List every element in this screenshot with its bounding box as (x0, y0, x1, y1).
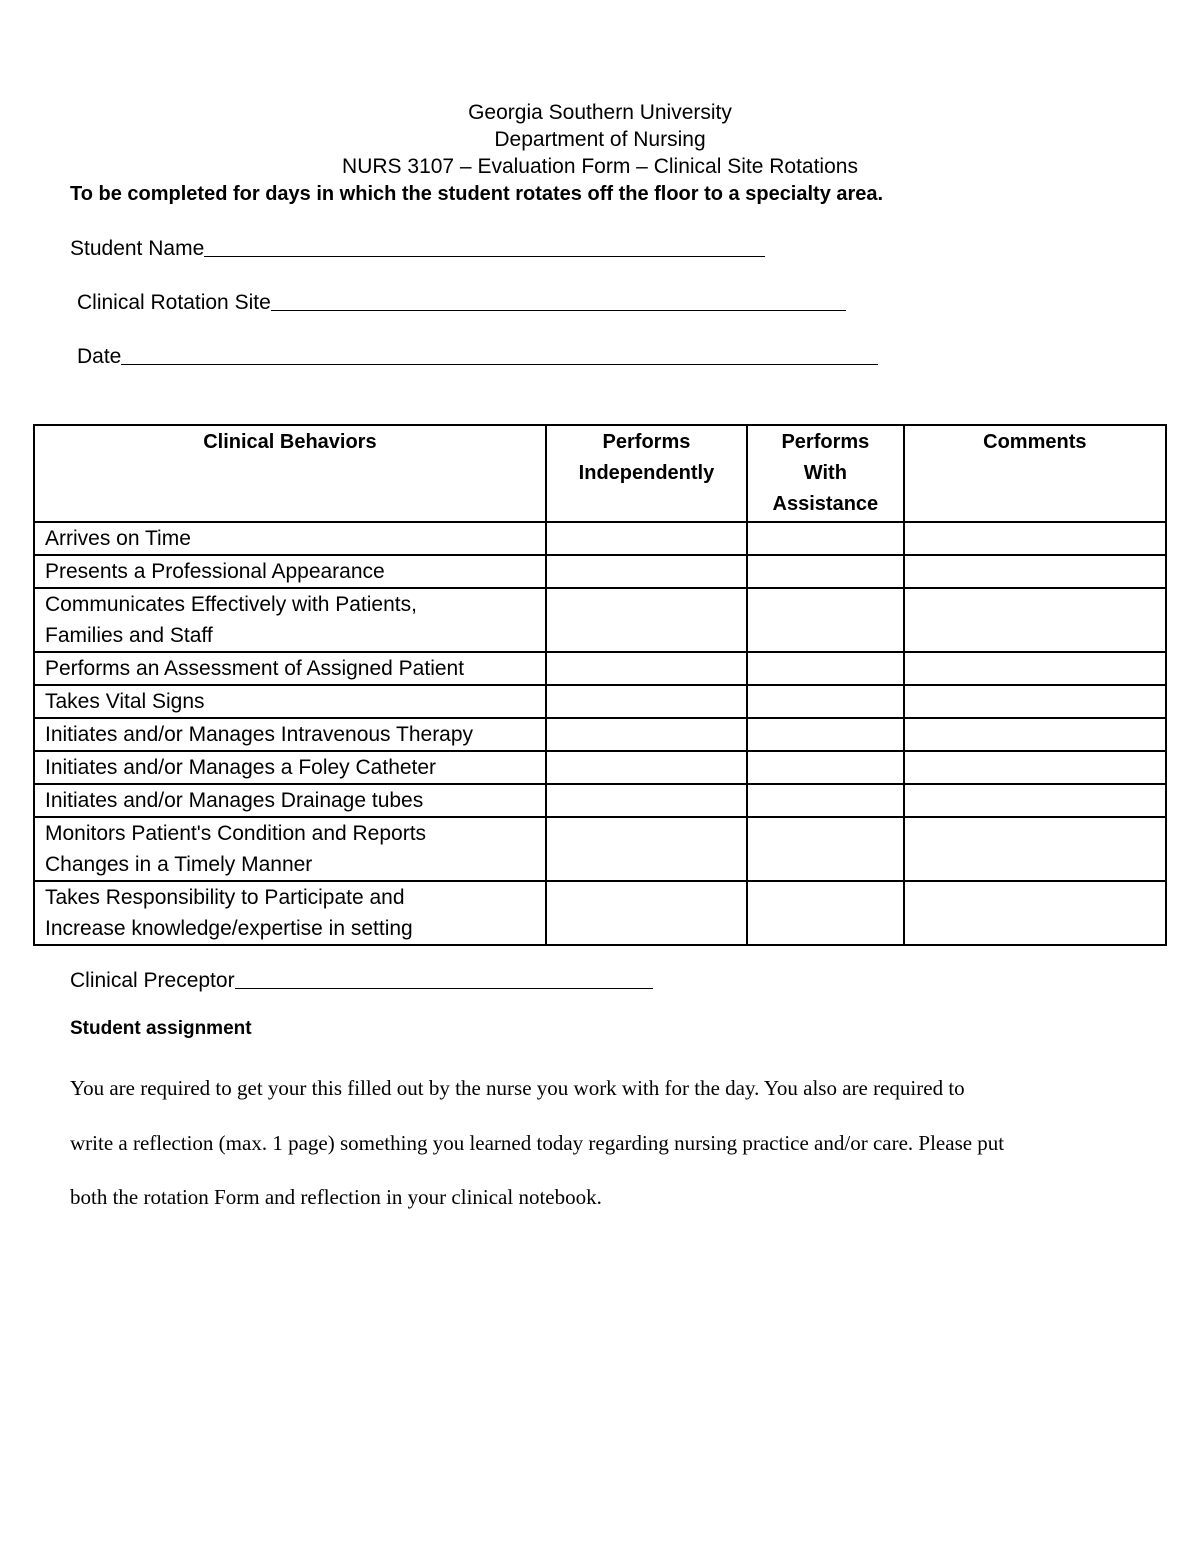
behavior-text: Takes Responsibility to Participate and (45, 886, 405, 909)
instruction-text: To be completed for days in which the student rotates off the floor to a specialty area. (70, 183, 884, 205)
assistance-cell[interactable] (747, 881, 903, 945)
header-performs-with-assistance (747, 425, 903, 522)
assistance-cell[interactable] (747, 817, 903, 881)
behavior-cell (34, 718, 546, 751)
assistance-cell[interactable] (747, 555, 903, 588)
form-header (0, 99, 1200, 180)
comments-cell[interactable] (904, 751, 1166, 784)
header-comments-label: Comments (983, 431, 1087, 453)
header-independently-line-2: Independently (578, 462, 715, 484)
table-row (34, 784, 1166, 817)
header-assistance-line-3: Assistance (772, 493, 879, 515)
table-row (34, 685, 1166, 718)
comments-cell[interactable] (904, 588, 1166, 652)
comments-cell[interactable] (904, 817, 1166, 881)
behavior-cell (34, 817, 546, 881)
student-name-line[interactable] (204, 236, 765, 257)
behavior-text: Initiates and/or Manages Intravenous Therapy (45, 723, 474, 746)
behavior-cell (34, 784, 546, 817)
clinical-rotation-site-label: Clinical Rotation Site (77, 291, 271, 314)
date-field[interactable] (77, 343, 878, 370)
assistance-cell[interactable] (747, 685, 903, 718)
assistance-cell[interactable] (747, 652, 903, 685)
header-clinical-behaviors-label: Clinical Behaviors (203, 431, 377, 453)
independently-cell[interactable] (546, 881, 747, 945)
comments-cell[interactable] (904, 685, 1166, 718)
student-assignment-title: Student assignment (70, 1018, 252, 1039)
university-name: Georgia Southern University (468, 101, 732, 124)
behavior-cell (34, 555, 546, 588)
behavior-text: Communicates Effectively with Patients, (45, 593, 417, 616)
independently-cell[interactable] (546, 652, 747, 685)
comments-cell[interactable] (904, 784, 1166, 817)
header-independently-line-1: Performs (602, 431, 691, 453)
student-name-label: Student Name (70, 237, 205, 260)
date-line[interactable] (121, 344, 878, 365)
behavior-text-continued: Families and Staff (45, 624, 213, 647)
comments-cell[interactable] (904, 718, 1166, 751)
independently-cell[interactable] (546, 588, 747, 652)
comments-cell[interactable] (904, 652, 1166, 685)
table-row (34, 522, 1166, 555)
header-performs-independently (546, 425, 747, 522)
independently-cell[interactable] (546, 817, 747, 881)
behavior-text: Monitors Patient's Condition and Reports (45, 822, 427, 845)
behavior-cell (34, 881, 546, 945)
table-row (34, 588, 1166, 652)
behavior-cell (34, 751, 546, 784)
behavior-cell (34, 588, 546, 652)
clinical-preceptor-field[interactable] (70, 967, 653, 994)
behavior-text: Presents a Professional Appearance (45, 560, 385, 583)
form-title: NURS 3107 – Evaluation Form – Clinical Site Rotations (342, 155, 858, 178)
assignment-line-2: write a reflection (max. 1 page) something you learned today regarding nursing practice and/or care. Please put (70, 1130, 1005, 1155)
header-clinical-behaviors (34, 425, 546, 522)
independently-cell[interactable] (546, 718, 747, 751)
header-assistance-line-1: Performs (781, 431, 870, 453)
table-header-row (34, 425, 1166, 522)
assistance-cell[interactable] (747, 588, 903, 652)
independently-cell[interactable] (546, 555, 747, 588)
comments-cell[interactable] (904, 522, 1166, 555)
assignment-line-1: You are required to get your this filled out by the nurse you work with for the day. You also are required to (70, 1076, 965, 1100)
header-assistance-line-2: With (803, 462, 847, 484)
behavior-text: Arrives on Time (45, 527, 191, 550)
behavior-cell (34, 685, 546, 718)
clinical-rotation-site-line[interactable] (271, 290, 846, 311)
comments-cell[interactable] (904, 881, 1166, 945)
behavior-text: Performs an Assessment of Assigned Patient (45, 657, 465, 680)
behavior-text: Initiates and/or Manages a Foley Catheter (45, 756, 437, 779)
independently-cell[interactable] (546, 522, 747, 555)
table-row (34, 817, 1166, 881)
behavior-text-continued: Increase knowledge/expertise in setting (45, 917, 413, 940)
behavior-text: Takes Vital Signs (45, 690, 205, 713)
assistance-cell[interactable] (747, 784, 903, 817)
department-name: Department of Nursing (494, 128, 706, 151)
assistance-cell[interactable] (747, 718, 903, 751)
independently-cell[interactable] (546, 784, 747, 817)
evaluation-table (33, 424, 1167, 946)
behavior-text: Initiates and/or Manages Drainage tubes (45, 789, 424, 812)
student-name-field[interactable] (70, 235, 765, 262)
table-row (34, 652, 1166, 685)
clinical-preceptor-line[interactable] (235, 968, 653, 989)
header-comments (904, 425, 1166, 522)
clinical-rotation-site-field[interactable] (77, 289, 846, 316)
date-label: Date (77, 345, 122, 368)
student-assignment-text (70, 1061, 1140, 1225)
assistance-cell[interactable] (747, 751, 903, 784)
comments-cell[interactable] (904, 555, 1166, 588)
table-row (34, 881, 1166, 945)
behavior-cell (34, 522, 546, 555)
behavior-cell (34, 652, 546, 685)
independently-cell[interactable] (546, 751, 747, 784)
table-row (34, 718, 1166, 751)
assistance-cell[interactable] (747, 522, 903, 555)
clinical-preceptor-label: Clinical Preceptor (70, 969, 235, 992)
behavior-text-continued: Changes in a Timely Manner (45, 853, 313, 876)
independently-cell[interactable] (546, 685, 747, 718)
table-row (34, 751, 1166, 784)
table-row (34, 555, 1166, 588)
assignment-line-3: both the rotation Form and reflection in your clinical notebook. (70, 1185, 602, 1209)
